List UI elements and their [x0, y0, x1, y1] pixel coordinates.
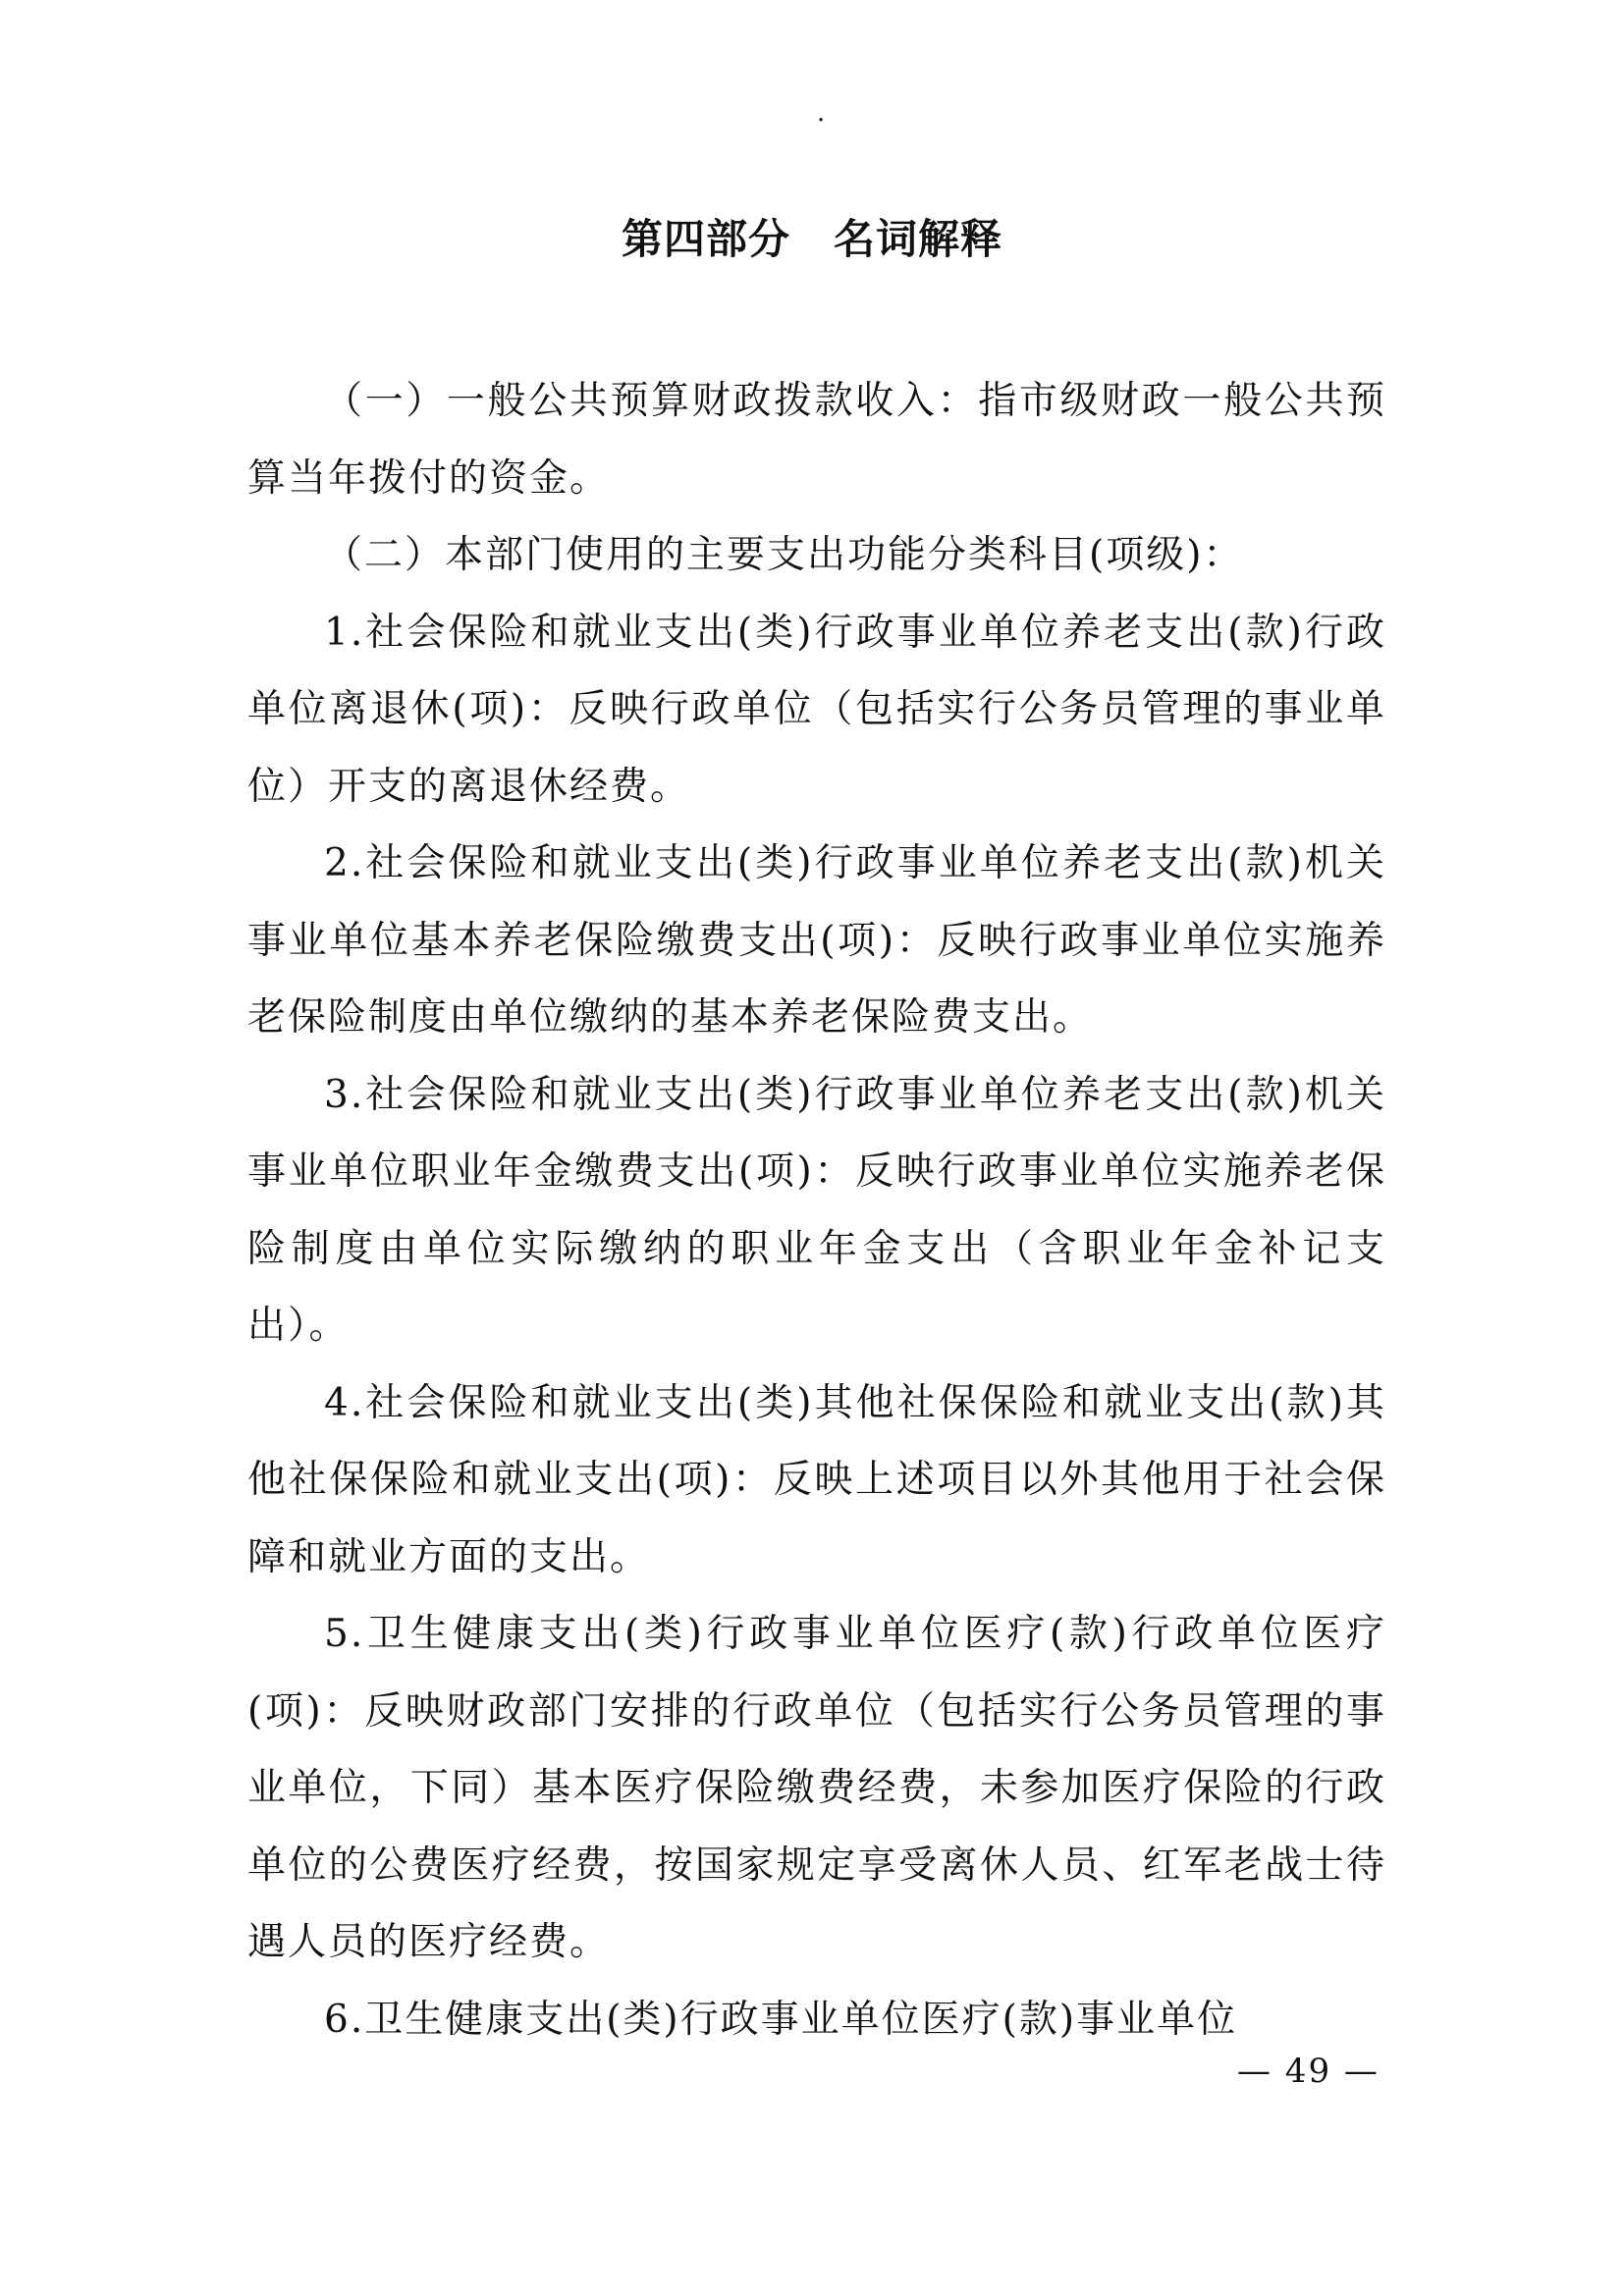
paragraph-8: 6.卫生健康支出(类)行政事业单位医疗(款)事业单位	[324, 1997, 1238, 2042]
page-title	[0, 212, 1624, 267]
page-number: — 49 —	[1237, 2052, 1380, 2091]
title-part: 第四部分	[621, 215, 790, 263]
paragraph-1: （一）一般公共预算财政拨款收入：指市级财政一般公共预算当年拨付的资金。	[247, 379, 1386, 501]
paragraph-4: 2.社会保险和就业支出(类)行政事业单位养老支出(款)机关事业单位基本养老保险缴费支出(项)：反映行政事业单位实施养老保险制度由单位缴纳的基本养老保险费支出。	[247, 841, 1386, 1040]
document-body	[247, 363, 1386, 2058]
paragraph-7: 5.卫生健康支出(类)行政事业单位医疗(款)行政单位医疗(项)：反映财政部门安排的行政单位（包括实行公务员管理的事业单位，下同）基本医疗保险缴费经费，未参加医疗保险的行政单位的公费医疗经费，按国家规定享受离休人员、红军老战士待遇人员的医疗经费。	[247, 1612, 1386, 1964]
paragraph-6: 4.社会保险和就业支出(类)其他社保保险和就业支出(款)其他社保保险和就业支出(项)：反映上述项目以外其他用于社会保障和就业方面的支出。	[247, 1380, 1386, 1579]
paragraph-2: （二）本部门使用的主要支出功能分类科目(项级)：	[324, 533, 1244, 577]
paragraph-3: 1.社会保险和就业支出(类)行政事业单位养老支出(款)行政单位离退休(项)：反映行政单位（包括实行公务员管理的事业单位）开支的离退休经费。	[247, 610, 1386, 809]
paragraph-5: 3.社会保险和就业支出(类)行政事业单位养老支出(款)机关事业单位职业年金缴费支出(项)：反映行政事业单位实施养老保险制度由单位实际缴纳的职业年金支出（含职业年金补记支出）。	[247, 1072, 1386, 1348]
title-name: 名词解释	[834, 215, 1003, 263]
header-dot: ·	[817, 106, 826, 135]
